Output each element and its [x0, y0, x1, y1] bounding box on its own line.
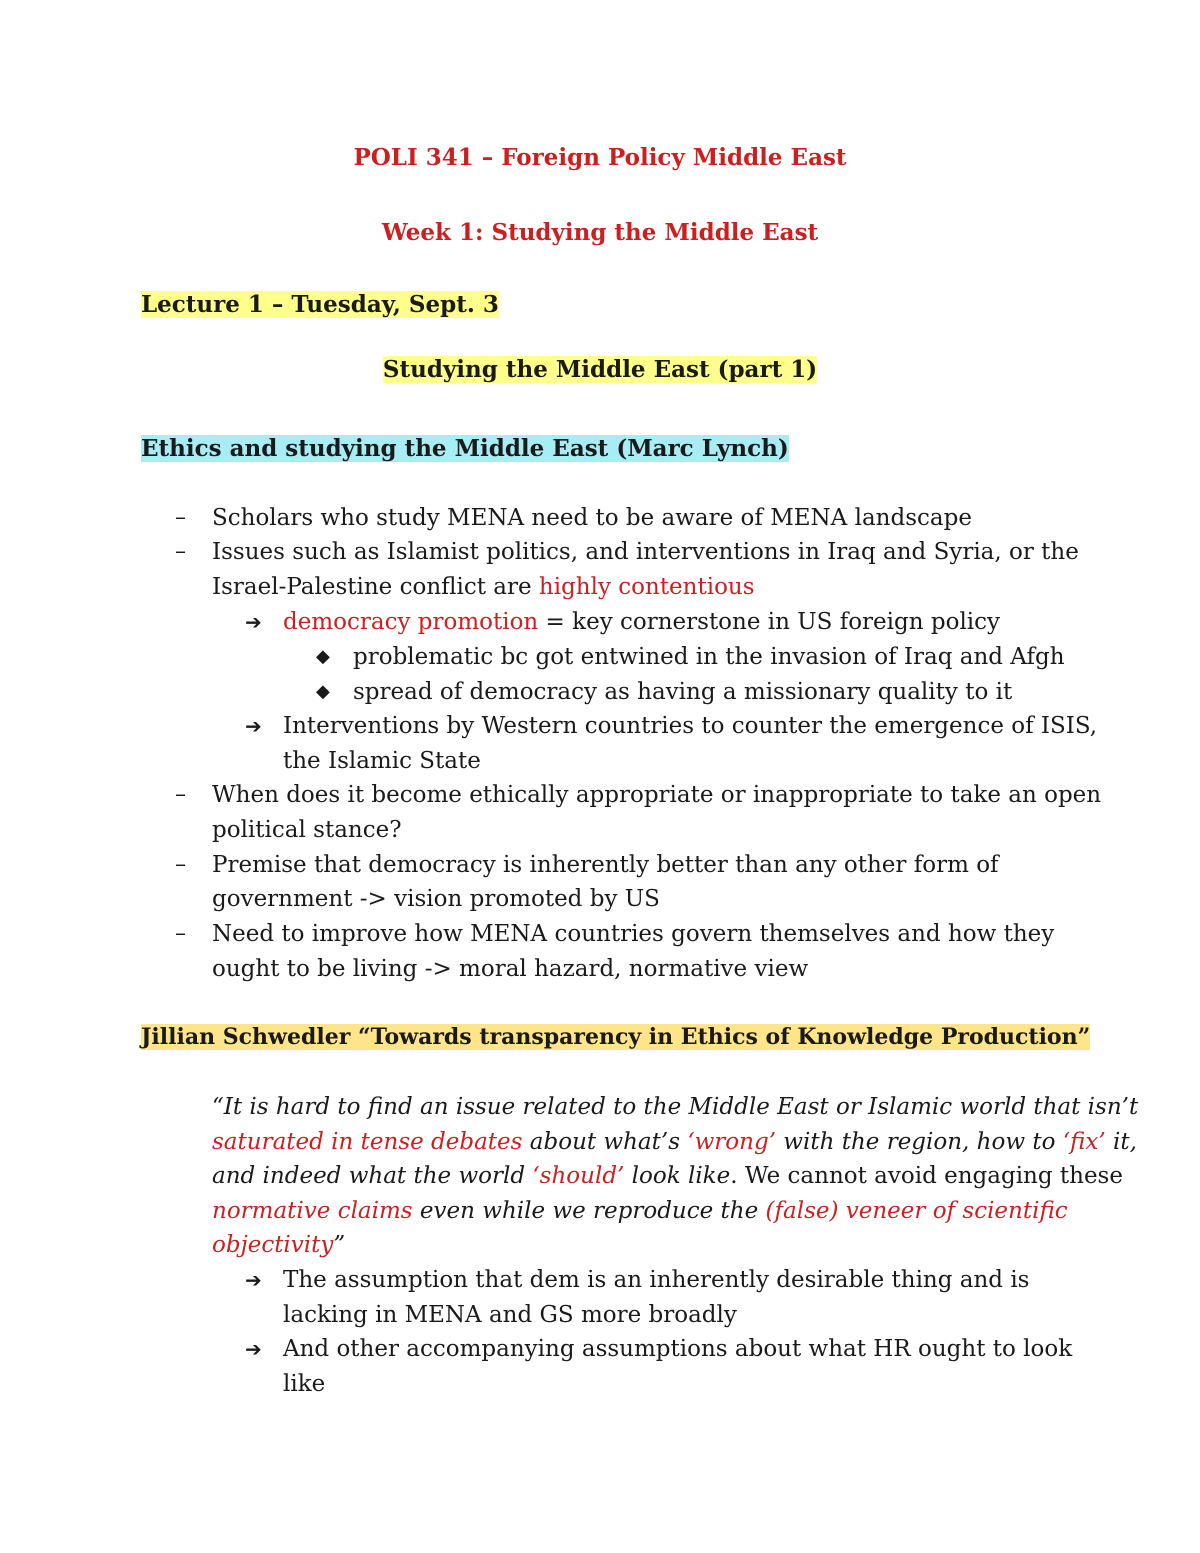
quote-part: even while we reproduce the: [412, 1198, 766, 1224]
dash-marker: –: [175, 505, 186, 530]
quote-part: look like: [624, 1163, 731, 1189]
dash-marker: –: [175, 852, 186, 877]
bullet-text: Scholars who study MENA need to be aware of MENA landscape: [212, 505, 972, 531]
sub-bullet-text: And other accompanying assumptions about what HR ought to look: [283, 1336, 1073, 1362]
quote-line: “It is hard to find an issue related to the Middle East or Islamic world that isn’t: [212, 1094, 1139, 1120]
section-heading: [0, 355, 1200, 385]
highlight-red-text: ‘wrong’: [687, 1129, 776, 1155]
quote-part: . We cannot avoid engaging these: [730, 1163, 1123, 1189]
diamond-marker: ◆: [316, 646, 330, 667]
quote-part: with the region, how to: [776, 1129, 1063, 1155]
bullet-text: [212, 572, 755, 602]
ethics-heading-text: Ethics and studying the Middle East (Marc Lynch): [141, 435, 789, 462]
bullet-text: government -> vision promoted by US: [212, 886, 660, 912]
sub-bullet-text: like: [283, 1371, 326, 1397]
quote-part: ”: [333, 1232, 346, 1258]
sub-bullet-text-part: = key cornerstone in US foreign policy: [538, 609, 1001, 635]
arrow-marker: ➔: [245, 714, 262, 738]
sub-bullet-text: lacking in MENA and GS more broadly: [283, 1302, 737, 1328]
highlight-red-text: (false) veneer of scientific: [765, 1198, 1068, 1224]
highlight-red-text: objectivity: [212, 1232, 334, 1258]
schwedler-heading: [141, 1022, 1090, 1052]
sub-bullet-text: [283, 607, 1000, 637]
section-heading-text: Studying the Middle East (part 1): [382, 356, 818, 383]
quote-line: [212, 1161, 1123, 1191]
bullet-text: Premise that democracy is inherently better than any other form of: [212, 852, 999, 878]
quote-part: about what’s: [522, 1129, 688, 1155]
quote-part: and indeed what the world: [212, 1163, 533, 1189]
arrow-marker: ➔: [245, 1337, 262, 1361]
bullet-text-part: Israel-Palestine conflict are: [212, 574, 539, 600]
highlight-red-text: saturated in tense debates: [212, 1129, 523, 1155]
week-title: Week 1: Studying the Middle East: [381, 219, 819, 246]
sub-bullet-text: Interventions by Western countries to counter the emergence of ISIS,: [283, 713, 1098, 739]
course-title: POLI 341 – Foreign Policy Middle East: [353, 144, 847, 171]
diamond-marker: ◆: [316, 681, 330, 702]
highlight-red-text: ‘fix’: [1062, 1129, 1106, 1155]
bullet-text: When does it become ethically appropriate or inappropriate to take an open: [212, 782, 1102, 808]
dash-marker: –: [175, 539, 186, 564]
highlight-red-text: normative claims: [212, 1198, 413, 1224]
quote-line: [212, 1230, 345, 1260]
highlight-red-text: ‘should’: [532, 1163, 625, 1189]
bullet-text: political stance?: [212, 817, 402, 843]
sub-bullet-text: The assumption that dem is an inherently desirable thing and is: [283, 1267, 1030, 1293]
highlight-red-text: democracy promotion: [283, 609, 539, 635]
quote-part: it,: [1105, 1129, 1137, 1155]
highlight-red-text: highly contentious: [538, 574, 755, 600]
lecture-heading-text: Lecture 1 – Tuesday, Sept. 3: [141, 291, 499, 318]
sub-bullet-text: the Islamic State: [283, 748, 481, 774]
quote-line: [212, 1196, 1068, 1226]
schwedler-heading-text: Jillian Schwedler “Towards transparency in Ethics of Knowledge Production”: [141, 1024, 1091, 1050]
dash-marker: –: [175, 782, 186, 807]
quote-line: [212, 1127, 1137, 1157]
arrow-marker: ➔: [245, 610, 262, 634]
dash-marker: –: [175, 921, 186, 946]
sub-sub-bullet-text: spread of democracy as having a missionary quality to it: [353, 679, 1013, 705]
ethics-heading: [141, 434, 789, 464]
bullet-text: Need to improve how MENA countries govern themselves and how they: [212, 921, 1055, 947]
lecture-heading: [141, 290, 499, 320]
sub-sub-bullet-text: problematic bc got entwined in the invasion of Iraq and Afgh: [353, 644, 1065, 670]
arrow-marker: ➔: [245, 1268, 262, 1292]
bullet-text: Issues such as Islamist politics, and interventions in Iraq and Syria, or the: [212, 539, 1079, 565]
bullet-text: ought to be living -> moral hazard, normative view: [212, 956, 809, 982]
